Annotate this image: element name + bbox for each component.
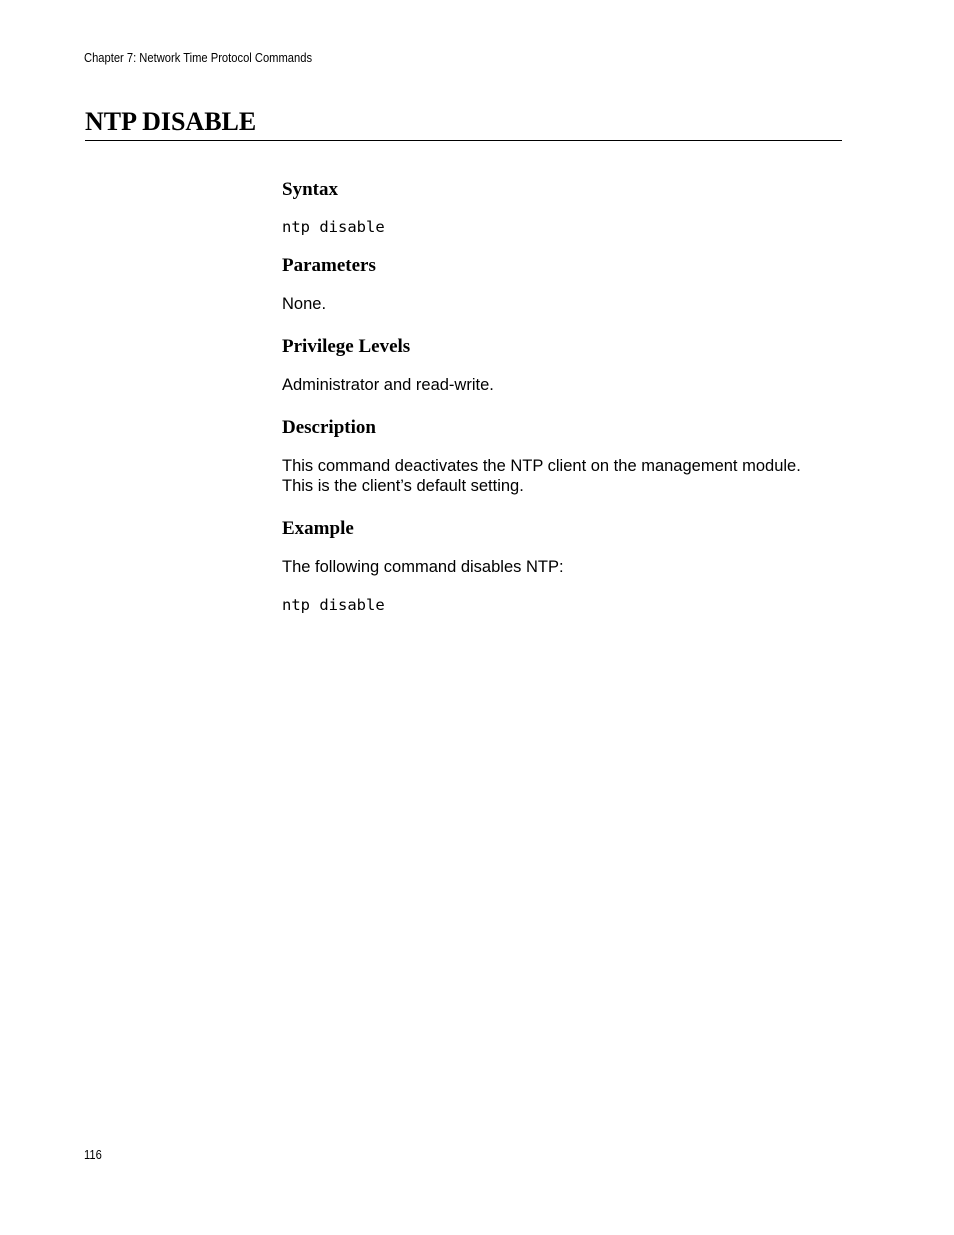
page-title: NTP DISABLE [85,107,257,136]
privilege-levels-text: Administrator and read-write. [282,376,494,394]
running-header: Chapter 7: Network Time Protocol Commands [84,50,313,65]
description-line-1: This command deactivates the NTP client on the management module. [282,457,801,475]
title-rule [85,140,842,141]
privilege-levels-heading: Privilege Levels [282,336,411,357]
syntax-code: ntp disable [282,218,385,236]
syntax-heading: Syntax [282,179,338,200]
example-text: The following command disables NTP: [282,558,564,576]
example-code: ntp disable [282,596,385,614]
page-number: 116 [84,1147,102,1162]
example-heading: Example [282,518,354,539]
description-heading: Description [282,417,376,438]
parameters-heading: Parameters [282,255,376,276]
description-line-2: This is the client’s default setting. [282,477,524,495]
parameters-text: None. [282,295,327,313]
